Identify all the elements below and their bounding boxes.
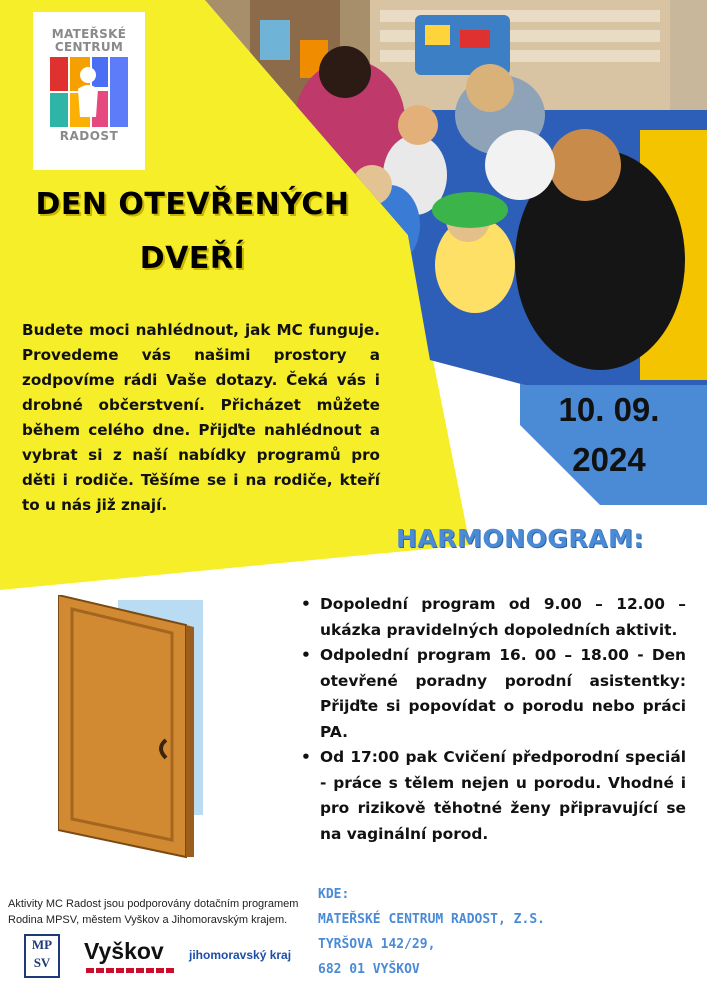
title-line-1: DEN OTEVŘENÝCH xyxy=(35,187,350,222)
location-city: 682 01 VYŠKOV xyxy=(318,962,420,977)
list-item xyxy=(300,592,686,643)
support-text: Aktivity MC Radost jsou podporovány dotačním programem Rodina MPSV, městem Vyškov a Jihomoravským krajem. xyxy=(8,898,299,926)
list-item xyxy=(300,643,686,745)
location-label: KDE: xyxy=(318,887,350,902)
vyskov-stripe xyxy=(86,968,176,973)
location-name: MATEŘSKÉ CENTRUM RADOST, Z.S. xyxy=(318,912,545,927)
schedule-item-text: Dopolední program od 9.00 – 12.00 – ukázka pravidelných dopoledních aktivit. xyxy=(320,595,686,639)
mpsv-top: MP xyxy=(31,937,53,952)
logo-jihomoravsky-kraj: jihomoravský kraj xyxy=(189,948,292,962)
location-street: TYRŠOVA 142/29, xyxy=(318,937,436,952)
event-date xyxy=(525,385,693,485)
door-icon xyxy=(58,595,208,860)
list-item xyxy=(300,745,686,847)
date-year: 2024 xyxy=(572,441,646,478)
logo-mark-icon xyxy=(50,57,128,127)
bullet-icon: • xyxy=(301,595,311,613)
logo-mc-radost xyxy=(33,12,145,170)
page-title xyxy=(20,178,365,286)
intro-paragraph: Budete moci nahlédnout, jak MC funguje. Provedeme vás našimi prostory a zodpovíme rádi Vaše dotazy. Čeká vás i drobné občerstvení. Přicházet můžete během celého dne. Přijďte nahlédnout a vybrat si z naší nabídky programů pro děti i rodiče. Těšíme se i na rodiče, kteří to u nás již znají. xyxy=(22,321,380,514)
date-day-month: 10. 09. xyxy=(558,391,660,428)
logo-mpsv xyxy=(24,934,60,978)
schedule-item-text: Odpolední program 16. 00 – 18.00 - Den otevřené poradny porodní asistentky: Přijďte si popovídat o porodu nebo práci PA. xyxy=(320,646,686,741)
sponsor-logos xyxy=(24,934,304,984)
schedule-list xyxy=(300,592,686,847)
schedule-item-text: Od 17:00 pak Cvičení předporodní speciál - práce s tělem nejen u porodu. Vhodné i pro rizikově těhotné ženy připravující se na vaginální porod. xyxy=(320,748,686,843)
logo-text-top xyxy=(33,28,145,54)
location-block xyxy=(318,882,578,982)
bullet-icon: • xyxy=(301,646,311,664)
title-line-2: DVEŘÍ xyxy=(139,241,246,276)
logo-line-3: RADOST xyxy=(59,129,119,143)
mpsv-bottom: SV xyxy=(33,955,51,970)
harmonogram-heading: HARMONOGRAM: xyxy=(396,524,644,553)
logo-line-2: CENTRUM xyxy=(54,40,124,54)
bullet-icon: • xyxy=(301,748,311,766)
logo-line-1: MATEŘSKÉ xyxy=(51,27,127,41)
logo-vyskov: Vyškov xyxy=(84,938,164,964)
